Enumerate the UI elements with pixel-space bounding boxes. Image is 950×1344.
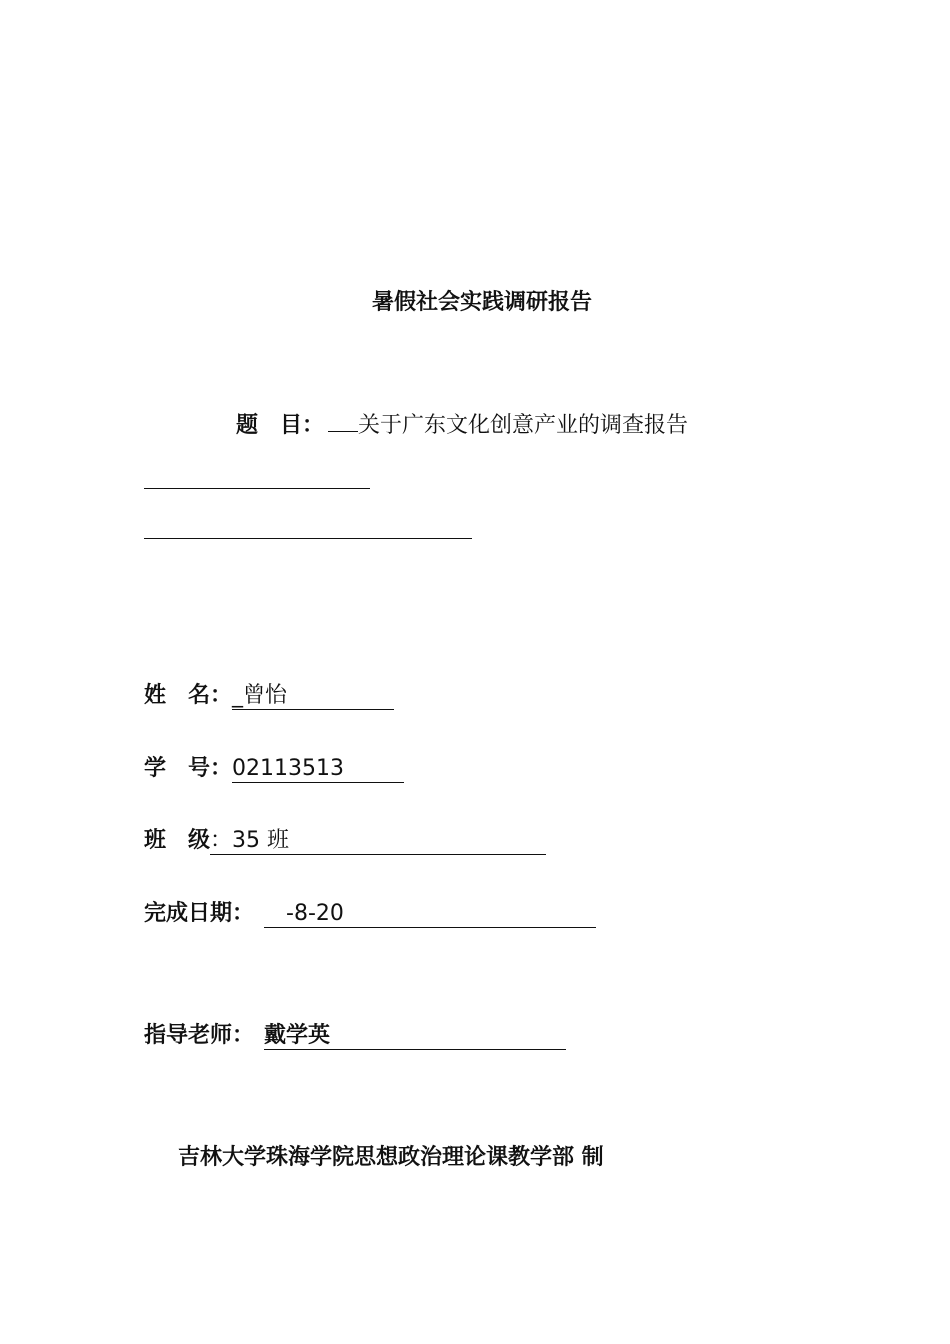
completion-date-value: -8-20 — [264, 901, 596, 928]
name-value: _曾怡 — [232, 683, 394, 710]
document-title: 暑假社会实践调研报告 — [371, 290, 592, 315]
completion-date-label: 完成日期： — [144, 901, 255, 926]
advisor-field — [144, 1018, 566, 1050]
name-field — [144, 678, 394, 710]
topic-value: 关于广东文化创意产业的调查报告 — [358, 413, 689, 438]
topic-continuation-line-1 — [144, 488, 370, 489]
topic-blank-underline — [328, 411, 358, 432]
student-id-label: 学 号： — [144, 756, 233, 781]
class-field — [144, 823, 546, 855]
student-id-field — [144, 751, 404, 783]
advisor-label: 指导老师： — [144, 1023, 255, 1048]
topic-row — [236, 408, 688, 439]
completion-date-field — [144, 896, 596, 928]
class-label: 班 级 — [144, 828, 211, 853]
issuing-department: 吉林大学珠海学院思想政治理论课教学部 制 — [178, 1145, 604, 1170]
advisor-value: 戴学英 — [264, 1023, 566, 1050]
student-id-value: 02113513 — [232, 756, 404, 783]
name-label: 姓 名： — [144, 683, 233, 708]
topic-continuation-line-2 — [144, 538, 472, 539]
class-value: ：35 班 — [210, 828, 546, 855]
topic-label: 题 目： — [236, 413, 325, 438]
